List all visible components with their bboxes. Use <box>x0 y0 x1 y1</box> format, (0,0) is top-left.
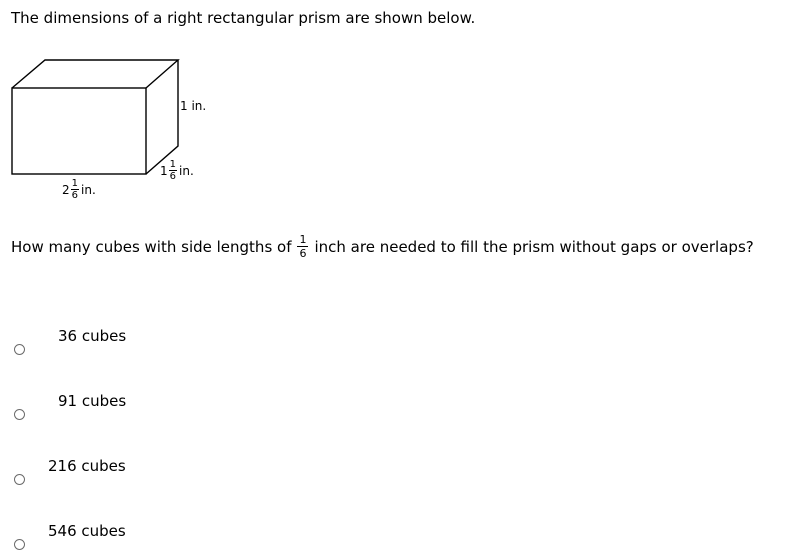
option-label[interactable]: 546 cubes <box>48 522 126 540</box>
radio-button[interactable] <box>14 474 25 485</box>
height-label: 1 in. <box>180 99 207 113</box>
width-label <box>62 179 96 201</box>
depth-denominator: 6 <box>169 171 177 182</box>
depth-numerator: 1 <box>169 159 177 170</box>
answer-option-4[interactable] <box>0 512 300 552</box>
depth-label <box>160 160 194 182</box>
question-after: inch are needed to fill the prism without gaps or overlaps? <box>314 238 754 256</box>
depth-fraction <box>169 160 177 182</box>
prism-front-face <box>12 88 146 174</box>
question-intro: The dimensions of a right rectangular prism are shown below. <box>11 9 476 27</box>
question-frac-numerator: 1 <box>299 233 307 246</box>
width-fraction <box>71 179 79 201</box>
option-label[interactable]: 216 cubes <box>48 457 126 475</box>
radio-button[interactable] <box>14 344 25 355</box>
depth-whole: 1 <box>160 164 168 178</box>
prism-top-face <box>12 60 178 88</box>
answer-option-2[interactable] <box>0 385 300 425</box>
question-text <box>11 234 754 260</box>
prism-figure <box>0 50 260 220</box>
width-whole: 2 <box>62 183 70 197</box>
option-label[interactable]: 91 cubes <box>58 392 127 410</box>
width-unit: in. <box>81 183 96 197</box>
answer-option-1[interactable] <box>0 320 300 360</box>
question-frac-denominator: 6 <box>299 247 307 260</box>
depth-unit: in. <box>179 164 194 178</box>
radio-button[interactable] <box>14 539 25 550</box>
prism-diagram <box>0 50 260 220</box>
question-fraction <box>297 234 308 260</box>
option-label[interactable]: 36 cubes <box>58 327 127 345</box>
width-numerator: 1 <box>71 178 79 189</box>
width-denominator: 6 <box>71 190 79 201</box>
radio-button[interactable] <box>14 409 25 420</box>
answer-option-3[interactable] <box>0 450 300 490</box>
question-before: How many cubes with side lengths of <box>11 238 292 256</box>
prism-side-face <box>146 60 178 174</box>
